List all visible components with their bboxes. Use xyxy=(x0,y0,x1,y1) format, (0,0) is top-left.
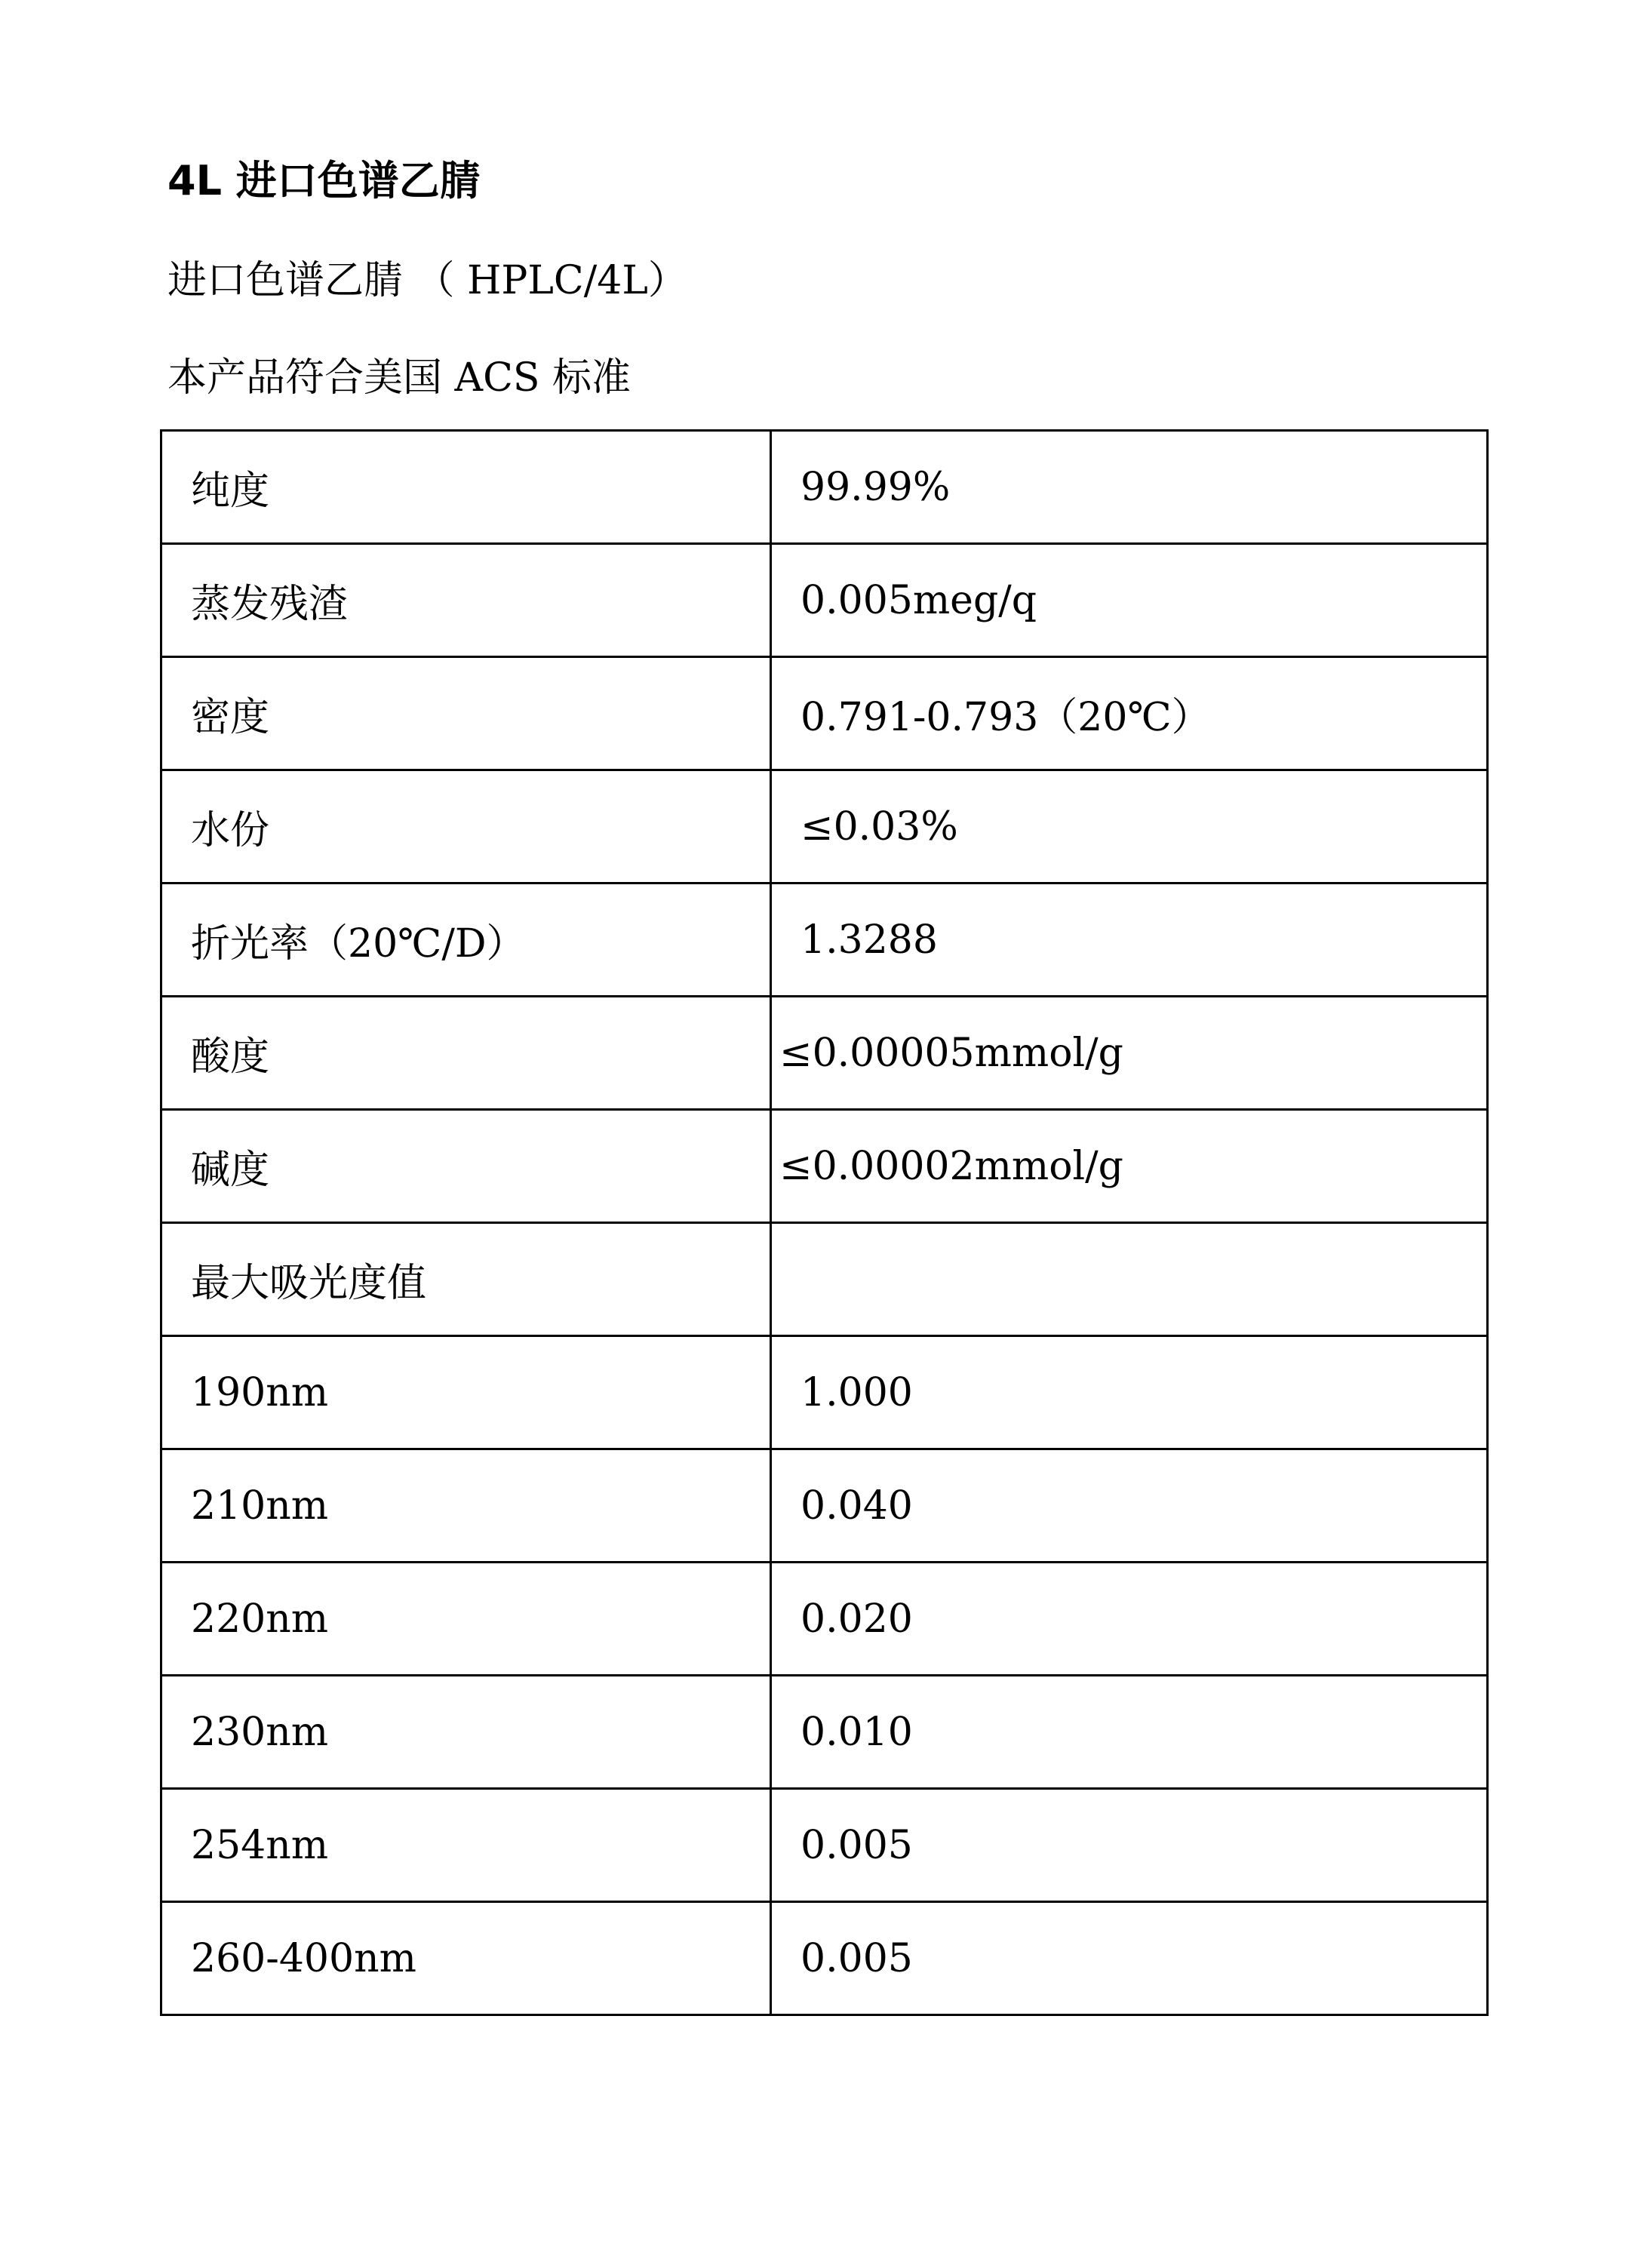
document-title: 4L 进口色谱乙腈 xyxy=(167,157,481,204)
row-value: 0.005 xyxy=(771,1902,1488,2015)
row-label: 纯度 xyxy=(161,431,771,544)
row-label: 254nm xyxy=(161,1789,771,1902)
row-value: ≤0.03% xyxy=(771,770,1488,884)
row-label: 190nm xyxy=(161,1336,771,1449)
table-row xyxy=(161,1223,1488,1336)
row-label: 水份 xyxy=(161,770,771,884)
row-label: 蒸发残渣 xyxy=(161,544,771,657)
row-value xyxy=(771,1223,1488,1336)
row-label: 260-400nm xyxy=(161,1902,771,2015)
table-row xyxy=(161,544,1488,657)
table-row xyxy=(161,770,1488,884)
table-row xyxy=(161,1563,1488,1676)
row-label: 220nm xyxy=(161,1563,771,1676)
standard-statement: 本产品符合美国 ACS 标准 xyxy=(167,355,631,401)
table-row xyxy=(161,997,1488,1110)
table-row xyxy=(161,1902,1488,2015)
row-value: 0.010 xyxy=(771,1676,1488,1789)
row-value: 0.791-0.793（20℃） xyxy=(771,657,1488,770)
row-value: 0.005meg/q xyxy=(771,544,1488,657)
row-value: ≤0.00005mmol/g xyxy=(771,997,1488,1110)
row-value: ≤0.00002mmol/g xyxy=(771,1110,1488,1223)
table-row xyxy=(161,1676,1488,1789)
document-subtitle: 进口色谱乙腈 （ HPLC/4L） xyxy=(167,258,687,303)
table-row xyxy=(161,884,1488,997)
row-label: 碱度 xyxy=(161,1110,771,1223)
table-row xyxy=(161,1449,1488,1563)
row-value: 1.3288 xyxy=(771,884,1488,997)
table-row xyxy=(161,431,1488,544)
table-row xyxy=(161,657,1488,770)
row-label: 折光率（20℃/D） xyxy=(161,884,771,997)
table-row xyxy=(161,1789,1488,1902)
row-label: 最大吸光度值 xyxy=(161,1223,771,1336)
row-value: 0.005 xyxy=(771,1789,1488,1902)
row-value: 0.020 xyxy=(771,1563,1488,1676)
specification-table xyxy=(160,429,1489,2016)
table-row xyxy=(161,1110,1488,1223)
row-value: 0.040 xyxy=(771,1449,1488,1563)
table-row xyxy=(161,1336,1488,1449)
row-value: 99.99% xyxy=(771,431,1488,544)
row-label: 230nm xyxy=(161,1676,771,1789)
row-value: 1.000 xyxy=(771,1336,1488,1449)
row-label: 酸度 xyxy=(161,997,771,1110)
row-label: 210nm xyxy=(161,1449,771,1563)
row-label: 密度 xyxy=(161,657,771,770)
